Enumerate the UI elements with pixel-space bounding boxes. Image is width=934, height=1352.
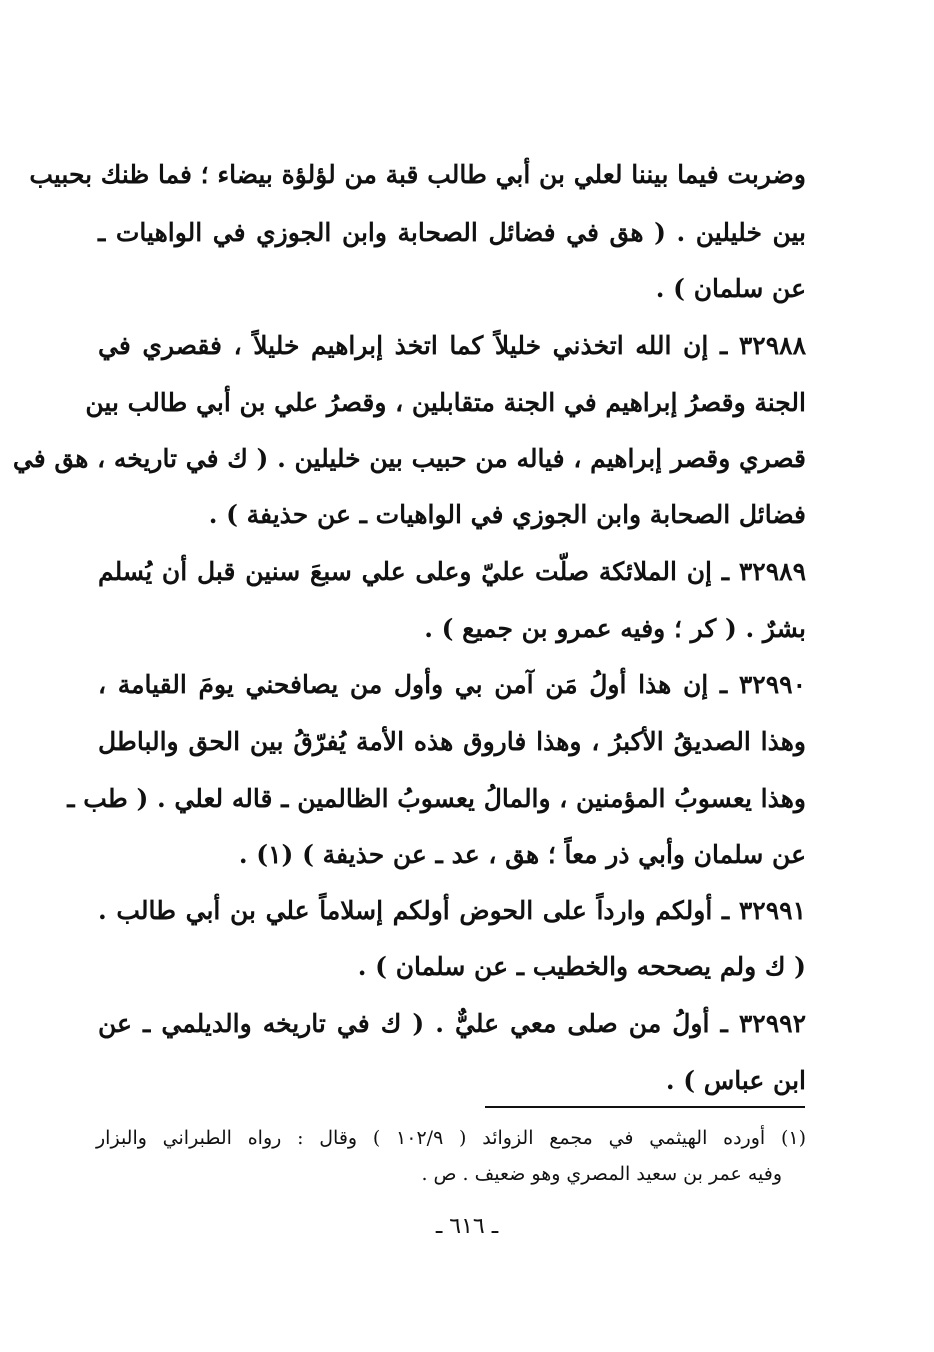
text-line: وهذا يعسوبُ المؤمنين ، والمالُ يعسوبُ الظالمين ـ قاله لعلي . ( طب ـ xyxy=(67,784,806,813)
text-line: وهذا الصديقُ الأكبرُ ، وهذا فاروق هذه الأمة يُفرّقُ بين الحق والباطل xyxy=(98,727,806,756)
text-line: الجنة وقصرُ إبراهيم في الجنة متقابلين ، وقصرُ علي بن أبي طالب بين xyxy=(85,388,806,417)
hadith-32990-line: ٣٢٩٩٠ ـ إن هذا أولُ مَن آمن بي وأول من يصافحني يومَ القيامة ، xyxy=(98,670,806,699)
text-line: عن سلمان وأبي ذر معاً ؛ هق ، عد ـ عن حذيفة ) (١) . xyxy=(238,840,806,869)
text-line: قصري وقصر إبراهيم ، فياله من حبيب بين خليلين . ( ك في تاريخه ، هق في xyxy=(12,444,806,473)
hadith-32992-line: ٣٢٩٩٢ ـ أولُ من صلى معي عليٌّ . ( ك في تاريخه والديلمي ـ عن xyxy=(98,1009,806,1038)
footnote-line: (١) أورده الهيثمي في مجمع الزوائد ( ١٠٢/٩ ) وقال : رواه الطبراني والبزار xyxy=(96,1127,806,1149)
text-line: ابن عباس ) . xyxy=(665,1066,806,1095)
footnote-divider xyxy=(485,1106,805,1108)
text-line: ( ك ولم يصححه والخطيب ـ عن سلمان ) . xyxy=(357,952,806,981)
text-line: عن سلمان ) . xyxy=(655,274,806,303)
hadith-32988-line: ٣٢٩٨٨ ـ إن الله اتخذني خليلاً كما اتخذ إبراهيم خليلاً ، فقصري في xyxy=(98,331,806,360)
text-line: بشرٌ . ( كر ؛ وفيه عمرو بن جميع ) . xyxy=(424,614,806,643)
text-line: وضربت فيما بيننا لعلي بن أبي طالب قبة من لؤلؤة بيضاء ؛ فما ظنك بحبيب xyxy=(29,160,806,189)
hadith-32991-line: ٣٢٩٩١ ـ أولكم وارداً على الحوض أولكم إسلاماً علي بن أبي طالب . xyxy=(98,896,806,925)
text-line: فضائل الصحابة وابن الجوزي في الواهيات ـ عن حذيفة ) . xyxy=(208,500,806,529)
page-number: ـ ٦١٦ ـ xyxy=(435,1214,499,1239)
hadith-32989-line: ٣٢٩٨٩ ـ إن الملائكة صلّت عليّ وعلى علي سبعَ سنين قبل أن يُسلم xyxy=(98,557,806,586)
footnote-line: وفيه عمر بن سعيد المصري وهو ضعيف . ص . xyxy=(421,1163,782,1185)
text-line: بين خليلين . ( هق في فضائل الصحابة وابن الجوزي في الواهيات ـ xyxy=(98,218,806,247)
